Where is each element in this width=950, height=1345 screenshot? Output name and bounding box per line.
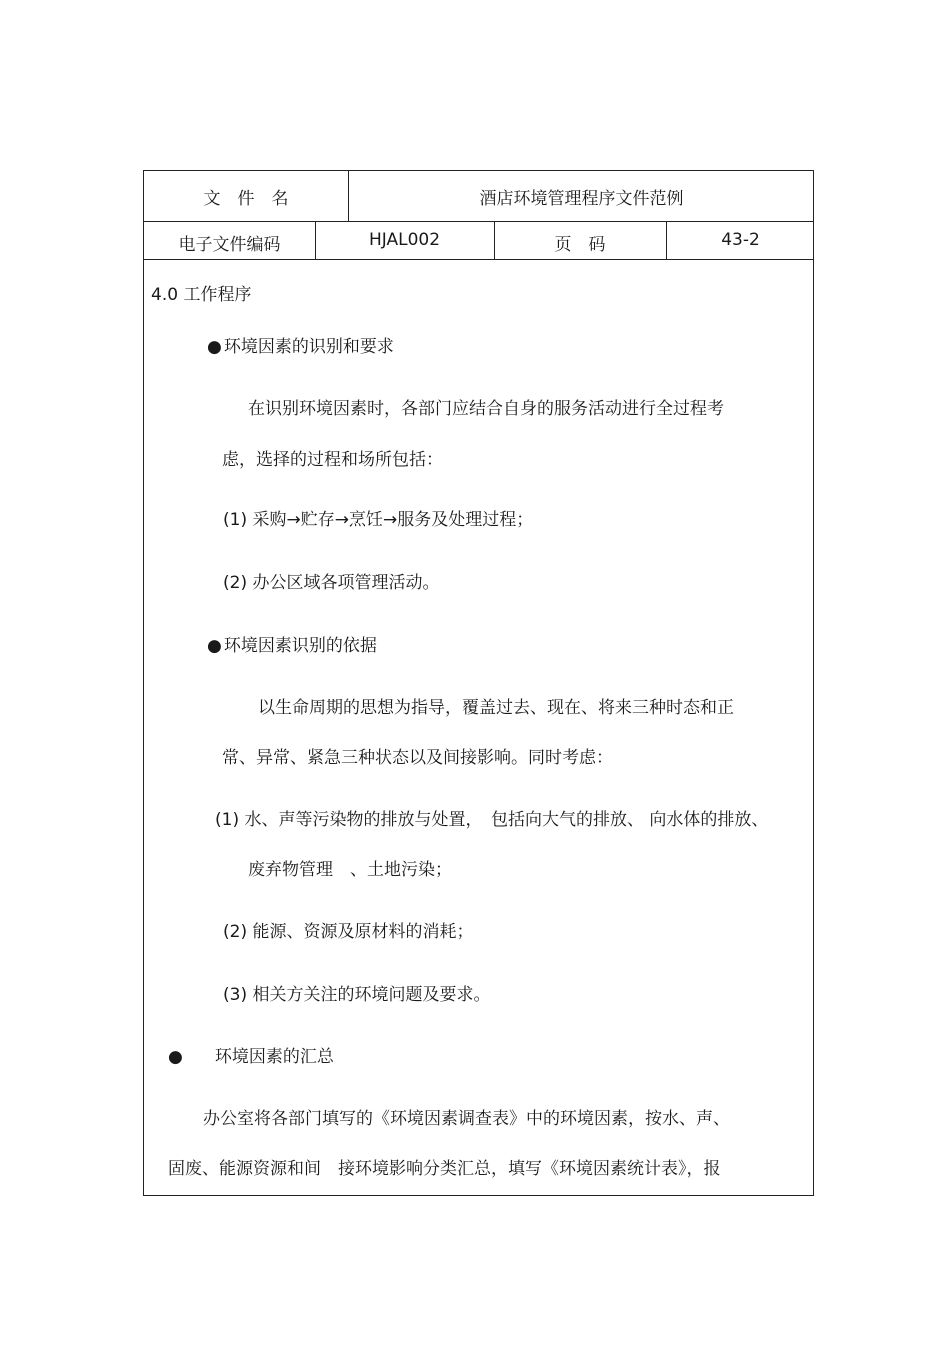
bullet-heading-identification (207, 337, 394, 357)
para1-line1: 在识别环境因素时，各部门应结合自身的服务活动进行全过程考 (248, 399, 724, 419)
bullet-heading-summary (168, 1047, 334, 1067)
bullet-icon: ● (207, 337, 222, 357)
bullet-icon: ● (207, 636, 222, 656)
header-bottom-divider (144, 259, 813, 260)
para2-line2: 常、异常、紧急三种状态以及间接影响。同时考虑： (222, 748, 613, 768)
file-name-value: 酒店环境管理程序文件范例 (479, 189, 684, 209)
list-item: (3) 相关方关注的环境问题及要求。 (223, 985, 491, 1005)
list-item: (1) 水、声等污染物的排放与处置， 包括向大气的排放、 向水体的排放、 (215, 810, 769, 830)
code-label: 电子文件编码 (178, 235, 281, 255)
page-value: 43-2 (721, 230, 760, 250)
header-row-divider (144, 221, 813, 222)
bullet-heading-text: 环境因素的汇总 (214, 1047, 334, 1067)
list-item-continuation: 废弃物管理 、土地污染； (248, 860, 452, 880)
para3-line1: 办公室将各部门填写的《环境因素调查表》中的环境因素，按水、声、 (203, 1109, 730, 1129)
list-item: (2) 能源、资源及原材料的消耗； (223, 922, 474, 942)
para3-line2: 固废、能源资源和间 接环境影响分类汇总，填写《环境因素统计表》，报 (168, 1159, 721, 1179)
page-label: 页 码 (554, 235, 606, 255)
bullet-icon: ● (168, 1047, 183, 1067)
list-item: (2) 办公区域各项管理活动。 (223, 573, 440, 593)
section-title: 4.0 工作程序 (151, 285, 252, 305)
list-item: (1) 采购→贮存→烹饪→服务及处理过程； (223, 510, 534, 530)
para1-line2: 虑，选择的过程和场所包括： (222, 450, 443, 470)
bullet-heading-text: 环境因素的识别和要求 (223, 337, 394, 357)
bullet-heading-text: 环境因素识别的依据 (223, 636, 377, 656)
para2-line1: 以生命周期的思想为指导，覆盖过去、现在、将来三种时态和正 (258, 698, 734, 718)
bullet-heading-basis (207, 636, 377, 656)
code-value: HJAL002 (368, 230, 441, 250)
file-name-label: 文 件 名 (203, 189, 289, 209)
document-frame (143, 170, 814, 1196)
